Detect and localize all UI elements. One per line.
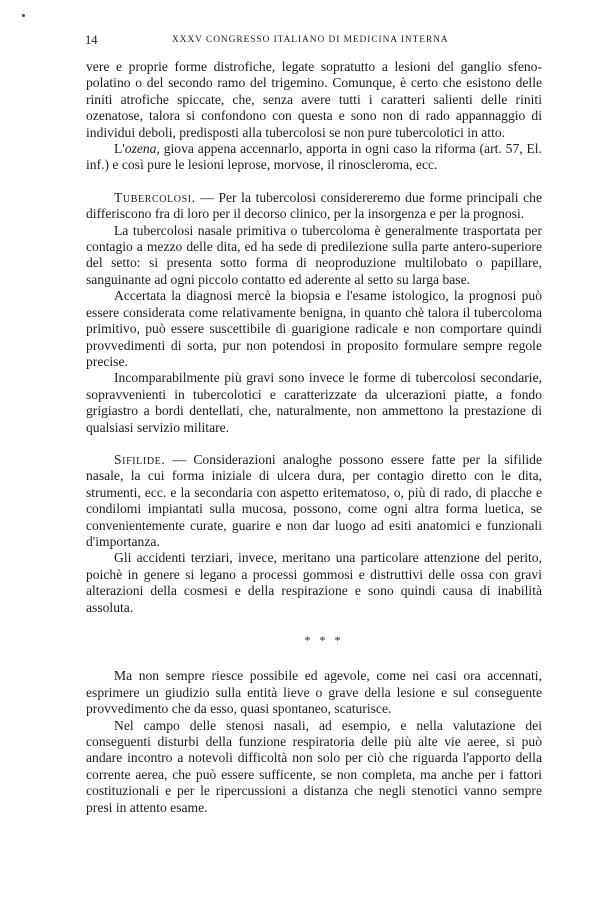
paragraph-terziari: Gli accidenti terziari, invece, meritano una particolare attenzione del perito, poichè in genere si legano a processi gommosi e distruttivi delle ossa con gravi alterazioni della cosmesi e della respirazione e sono quindi causa di inabilità assoluta.	[86, 550, 542, 615]
paragraph-ozena	[86, 141, 542, 174]
paragraph-prognosi: Accertata la diagnosi mercè la biopsia e l'esame istologico, la prognosi può essere considerata come relativamente benigna, in quanto chè talora il tubercoloma primitivo, può essere suscettibile di guarigione radicale e non comportare quindi provvedimenti di sorta, pur non potendosi in proposito formulare sempre regole precise.	[86, 288, 542, 369]
ozena-prefix: L'	[114, 141, 125, 157]
running-head: XXXV CONGRESSO ITALIANO DI MEDICINA INTERNA	[172, 35, 449, 45]
ozena-term: ozena	[124, 141, 157, 157]
section-heading-tubercolosi: Tubercolosi.	[114, 189, 196, 205]
ozena-rest: , giova appena accennarlo, apporta in ogni caso la riforma (art. 57, El. inf.) e così pure le lesioni leprose, morvose, il rinoscleroma, ecc.	[86, 141, 542, 173]
body-text	[86, 59, 542, 816]
section-separator: * * *	[304, 633, 344, 647]
paragraph-giudizio: Ma non sempre riesce possibile ed agevole, come nei casi ora accennati, esprimere un giudizio sulla entità lieve o grave della lesione e sul conseguente provvedimento che da esso, quasi spontaneo, scaturisce.	[86, 668, 542, 717]
tubercolosi-intro-text: — Per la tubercolosi considereremo due forme principali che differiscono fra di loro per il decorso clinico, per la insorgenza e per la prognosi.	[86, 189, 542, 222]
paragraph-tubercoloma: La tubercolosi nasale primitiva o tubercoloma è generalmente trasportata per contagio a mezzo delle dita, ed ha sede di predilezione sulla parte antero-superiore del setto: si presenta sotto forma di neoproduzione multilobato o papillare, sanguinante ad ogni piccolo contatto ed aderente al setto su larga base.	[86, 222, 542, 287]
page-dot-mark	[22, 14, 25, 17]
page-number: 14	[85, 33, 98, 47]
sifilide-intro-text: — Considerazioni analoghe possono essere fatte per la sifilide nasale, la cui forma iniziale di ulcera dura, per contagio diretto con le dita, strumenti, ecc. e la secondaria con aspetto eritematoso, o, più di rado, di placche e condilomi impiantati sulla mucosa, possono, come ogni altra forma luetica, se convenientemente curate, guarire e non dar luogo ad esiti anatomici e funzionali d'importanza.	[86, 451, 542, 549]
section-heading-sifilide: Sifilide.	[114, 451, 166, 467]
page-header	[85, 33, 545, 49]
paragraph-rhinitis: vere e proprie forme distrofiche, legate sopratutto a lesioni del ganglio sfeno-polatino o del secondo ramo del trigemino. Comunque, è certo che esistono delle riniti atrofiche spiccate, che, senza avere tutti i caratteri salienti delle riniti ozenatose, talora si confondono con questa e sono non di rado appannaggio di individui deboli, predisposti alla tubercolosi se non pure tubercolotici in atto.	[86, 59, 542, 140]
paragraph-sifilide-intro	[86, 452, 542, 550]
paragraph-stenosi: Nel campo delle stenosi nasali, ad esempio, e nella valutazione dei conseguenti disturbi della funzione respiratoria delle più alte vie aeree, si può andare incontro a notevoli difficoltà non solo per ciò che riguarda l'apporto della corrente aerea, che può essere sufficente, se non completa, ma anche per i fattori costituzionali e per le ripercussioni a distanza che negli stenotici vanno sempre presi in attento esame.	[86, 717, 542, 815]
paragraph-tubercolosi-intro	[86, 190, 542, 223]
paragraph-secondarie: Incomparabilmente più gravi sono invece le forme di tubercolosi secondarie, sopravvenienti in tubercolotici e caratterizzate da ulcerazioni piatte, a fondo grigiastro a bordi dentellati, che, naturalmente, non ammettono la prestazione di qualsiasi servizio militare.	[86, 370, 542, 435]
